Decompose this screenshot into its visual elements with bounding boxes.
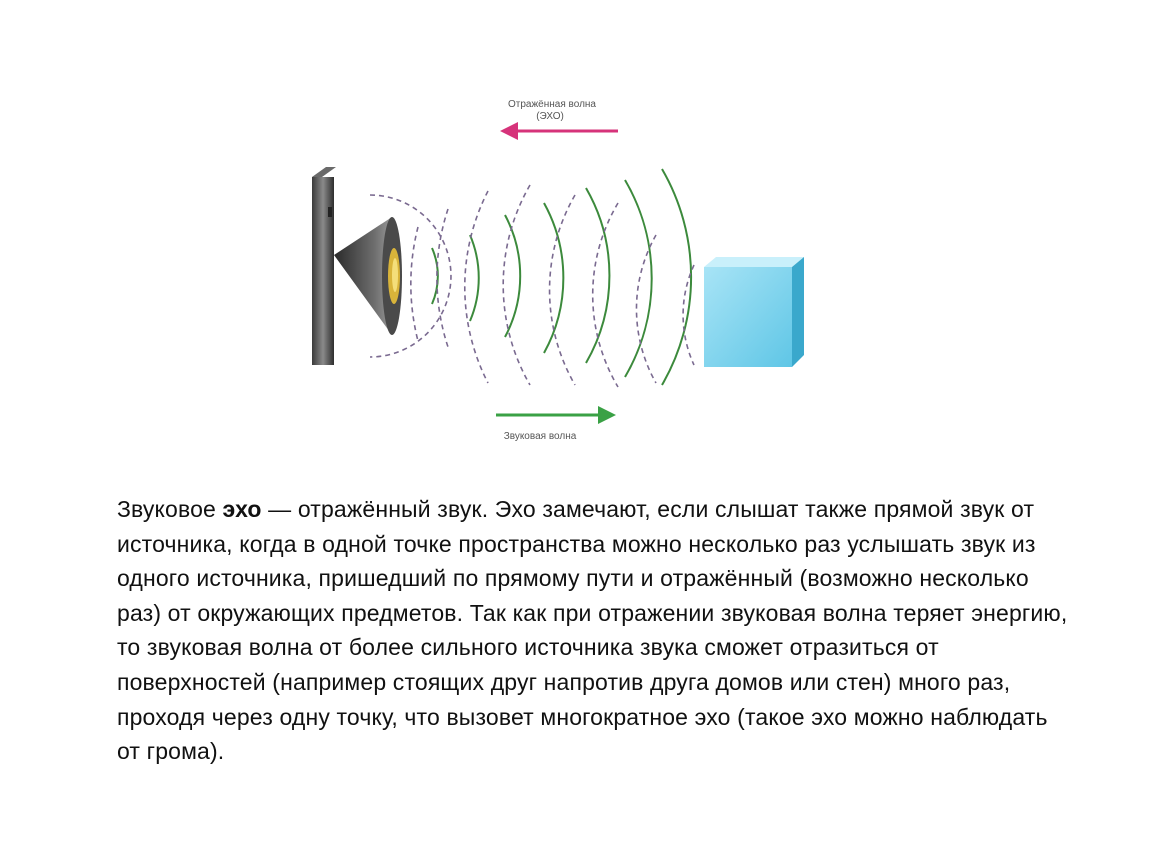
reflected-sound-waves	[370, 185, 694, 387]
direct-wave-arc-3	[505, 215, 520, 337]
speaker-icon	[334, 217, 402, 335]
direct-wave-arc-2	[470, 235, 479, 321]
direct-wave-arc-1	[432, 248, 438, 304]
sound-wave-label: Звуковая волна	[503, 431, 577, 442]
reflected-wave-label-line1: Отражённая волна	[508, 99, 596, 110]
reflected-wave-arrow	[500, 122, 618, 140]
echo-diagram	[300, 85, 820, 455]
description-body: — отражённый звук. Эхо замечают, если слышат также прямой звук от источника, когда в одной точке пространства можно несколько раз услышать звук из одного источника, пришедший по прямому пути и отражённый (возможно несколько раз) от окружающих предметов. Так как при отражении звуковая волна теряет энергию, то звуковая волна от более сильного источника звука сможет отразиться от поверхностей (например стоящих друг напротив друга домов или стен) много раз, проходя через одну точку, что вызовет многократное эхо (такое эхо можно наблюдать от грома).	[117, 496, 1068, 765]
obstacle-block-icon	[704, 257, 804, 367]
reflected-wave-arc-5	[503, 185, 530, 385]
direct-wave-arc-4	[544, 203, 563, 353]
wall-panel-icon	[312, 167, 336, 365]
reflected-wave-label-line2: (ЭХО)	[536, 111, 564, 122]
echo-diagram-svg	[300, 85, 820, 455]
reflected-wave-arc-6	[465, 191, 488, 383]
sound-wave-arrow	[496, 406, 616, 424]
reflected-wave-arc-3	[593, 203, 618, 387]
reflected-wave-arc-8	[411, 227, 418, 341]
direct-wave-arc-6	[625, 180, 652, 377]
direct-sound-waves	[432, 169, 691, 385]
echo-description	[117, 492, 1077, 769]
description-term: эхо	[222, 496, 262, 522]
description-intro: Звуковое	[117, 496, 223, 522]
reflected-wave-arc-2	[636, 235, 656, 383]
direct-wave-arc-7	[662, 169, 691, 385]
